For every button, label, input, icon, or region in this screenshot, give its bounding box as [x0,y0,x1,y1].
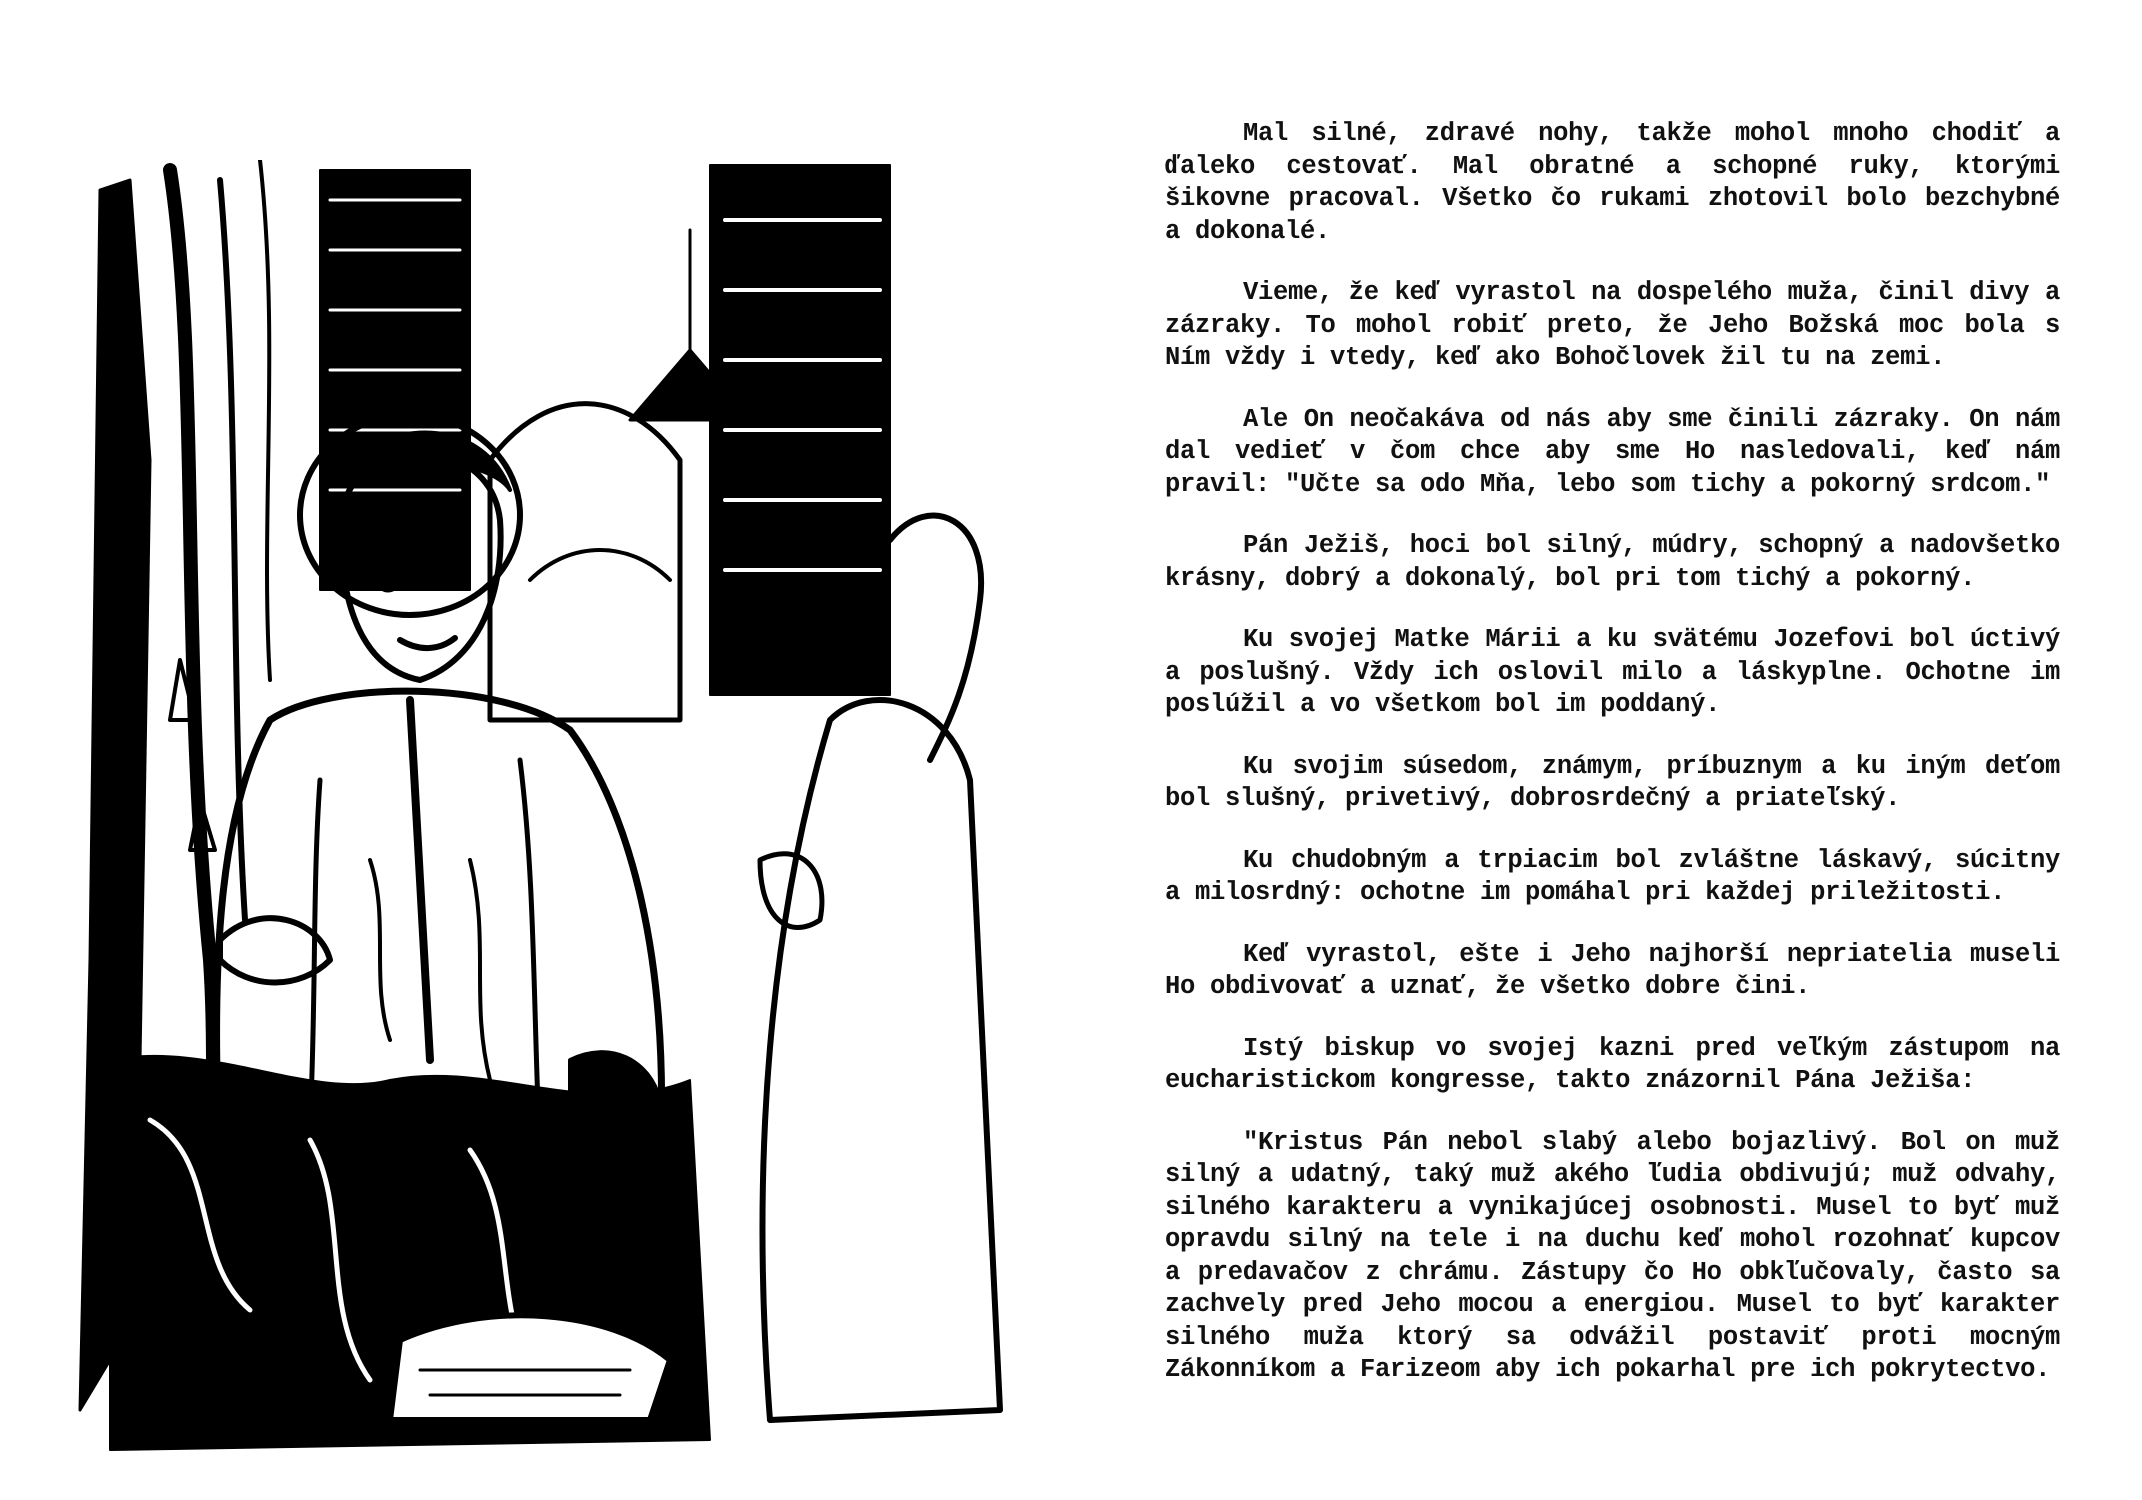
paragraph-9: Istý biskup vo svojej kazni pred veľkým zástupom na eucharistickom kongresse, takto znázornil Pána Ježiša: [1165,1033,2060,1095]
paragraph-2: Vieme, že keď vyrastol na dospelého muža, činil divy a zázraky. To mohol robiť preto, že Jeho Božská moc bola s Ním vždy i vtedy, keď ako Bohočlovek žil tu na zemi. [1165,278,2060,372]
paragraph-3: Ale On neočakáva od nás aby sme činili zázraky. On nám dal vedieť v čom chce aby sme Ho nasledovali, keď nám pravil: "Učte sa odo Mňa, lebo som tichy a pokorný srdcom." [1165,404,2060,499]
paragraph-1: Mal silné, zdravé nohy, takže mohol mnoho chodiť a ďaleko cestovať. Mal obratné a schopné ruky, ktorými šikovne pracoval. Všetko čo rukami zhotovil bolo bezchybné a dokonalé. [1165,119,2060,246]
paragraph-7: Ku chudobným a trpiacim bol zvláštne láskavý, súcitny a milosrdný: ochotne im pomáhal pri každej priležitosti. [1165,845,2060,907]
text-column [1165,118,2060,1416]
paragraph-5: Ku svojej Matke Márii a ku svätému Jozefovi bol úctivý a poslušný. Vždy ich oslovil milo a láskyplne. Ochotne im poslúžil a vo všetkom bol im poddaný. [1165,625,2060,719]
illustration [70,160,1005,1460]
paragraph-4: Pán Ježiš, hoci bol silný, múdry, schopný a nadovšetko krásny, dobrý a dokonalý, bol pri tom tichý a pokorný. [1165,531,2060,593]
paragraph-10: "Kristus Pán nebol slabý alebo bojazlivý. Bol on muž silný a udatný, taký muž akého ľudia obdivujú; muž odvahy, silného karakteru a vynikajúcej osobnosti. Musel to byť muž opravdu silný na tele i na duchu keď mohol rozohnať kupcov a predavačov z chrámu. Zástupy čo Ho obkľučovaly, často sa zachvely pred Jeho mocou a energiou. Musel to byť karakter silného muža ktorý sa odvážil postaviť proti mocným Zákonníkom a Farizeom aby ich pokarhal pre ich pokrytectvo. [1165,1127,2060,1384]
paragraph-8: Keď vyrastol, ešte i Jeho najhorší nepriatelia museli Ho obdivovať a uznať, že všetko dobre čini. [1165,939,2060,1001]
paragraph-6: Ku svojim súsedom, známym, príbuznym a ku iným deťom bol slušný, privetivý, dobrosrdečný a priateľský. [1165,751,2060,813]
devotional-illustration [70,160,1005,1460]
